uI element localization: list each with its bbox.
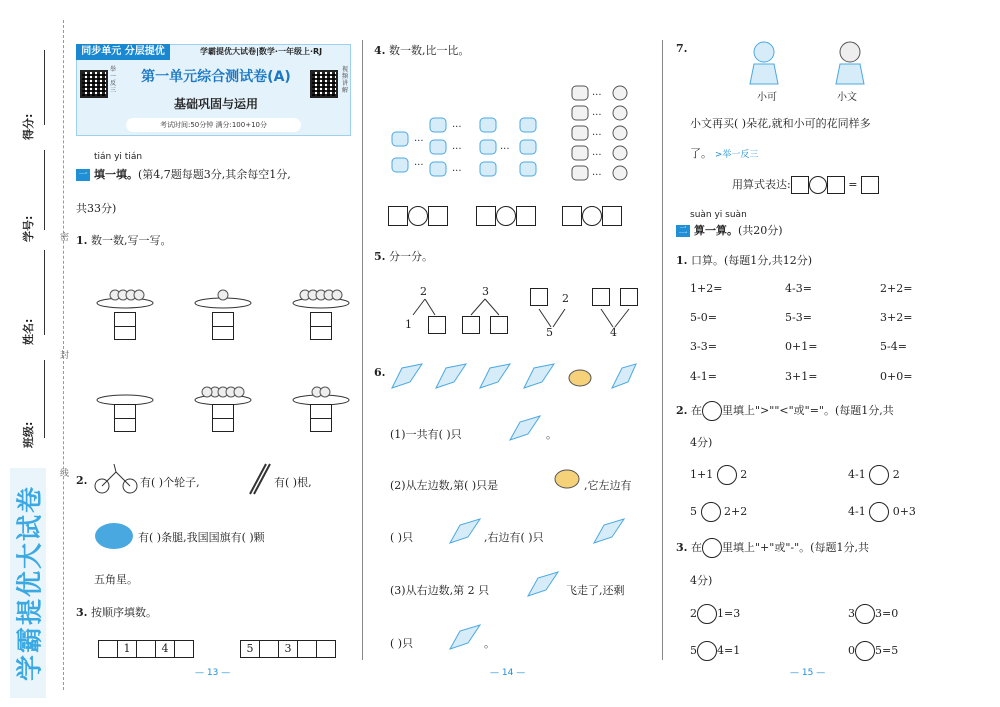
calc-item: 1+2= bbox=[690, 282, 723, 295]
qr-code-icon[interactable] bbox=[80, 70, 108, 98]
q4-prompt: 4. 数一数,比一比。 bbox=[374, 44, 470, 57]
answer-circle[interactable] bbox=[809, 176, 827, 194]
bond-1-top: 2 bbox=[420, 285, 427, 298]
compare-item: 4-1 2 bbox=[848, 465, 900, 485]
page-number: — 15 — bbox=[790, 668, 826, 678]
calc-item: 4-1= bbox=[690, 370, 717, 383]
sequence-cell: 3 bbox=[278, 640, 298, 658]
answer-square[interactable] bbox=[388, 206, 408, 226]
answer-circle[interactable] bbox=[582, 206, 602, 226]
signs-item: 2 1=3 bbox=[690, 604, 740, 624]
bond-1-right-box[interactable] bbox=[428, 316, 446, 334]
answer-square[interactable] bbox=[562, 206, 582, 226]
answer-square[interactable] bbox=[827, 176, 845, 194]
q6-label: 6. bbox=[374, 366, 386, 379]
number-sequence-2 bbox=[240, 640, 356, 658]
score-field-label: 得分: bbox=[22, 113, 35, 140]
answer-circle[interactable] bbox=[855, 604, 875, 624]
signs-item: 5 4=1 bbox=[690, 641, 740, 661]
calc-item: 5-0= bbox=[690, 311, 717, 324]
compare-item: 4-1 0+3 bbox=[848, 502, 916, 522]
fruit-plates-illustration bbox=[95, 275, 355, 425]
student-number-field-line bbox=[44, 150, 45, 230]
q2-continuation: 五角星。 bbox=[94, 573, 138, 586]
svg-text:···: ··· bbox=[500, 144, 510, 155]
bond-4-right-box[interactable] bbox=[620, 288, 638, 306]
bond-2-top: 3 bbox=[482, 285, 489, 298]
q6-period: 。 bbox=[484, 637, 495, 650]
name-field-line bbox=[44, 250, 45, 335]
compare-answer-2 bbox=[476, 205, 536, 226]
name-field-label: 姓名: bbox=[22, 318, 35, 345]
calc-item: 5-3= bbox=[785, 311, 812, 324]
qr-left-label: 举一反三 bbox=[110, 66, 117, 94]
answer-box[interactable] bbox=[212, 404, 234, 432]
butterfly-icon bbox=[448, 623, 482, 651]
bond-2-right-box[interactable] bbox=[490, 316, 508, 334]
q7-line1: 小文再买( )朵花,就和小可的花同样多 bbox=[690, 117, 871, 130]
cut-word-feng: 封 bbox=[60, 351, 70, 361]
q6-part2c: ( )只 bbox=[390, 531, 414, 544]
animal-comparison-illustration bbox=[390, 80, 640, 190]
cut-word-xian: 线 bbox=[60, 469, 70, 479]
example-circle bbox=[702, 538, 722, 558]
svg-text:···: ··· bbox=[452, 166, 462, 177]
q2-tricycle-text: 有( )个轮子, bbox=[140, 476, 200, 489]
q6-part2b: ,它左边有 bbox=[584, 479, 632, 492]
compare-answer-3 bbox=[562, 205, 622, 226]
signs-item: 0 5=5 bbox=[848, 641, 898, 661]
sequence-cell[interactable] bbox=[98, 640, 118, 658]
section1-note: 共33分) bbox=[76, 202, 117, 215]
signs-continuation: 4分) bbox=[690, 574, 713, 587]
q1-prompt: 1. 数一数,写一写。 bbox=[76, 234, 172, 247]
answer-circle[interactable] bbox=[869, 465, 889, 485]
answer-circle[interactable] bbox=[855, 641, 875, 661]
qr-right-label: 视频讲解 bbox=[342, 66, 349, 94]
svg-text:···: ··· bbox=[452, 144, 462, 155]
q2-hippo-text: 有( )条腿,我国国旗有( )颗 bbox=[138, 531, 265, 544]
signs-item: 3 3=0 bbox=[848, 604, 898, 624]
unit-tag: 同步单元 分层提优 bbox=[76, 44, 170, 60]
answer-box[interactable] bbox=[310, 404, 332, 432]
butterfly-icon bbox=[508, 414, 542, 442]
sequence-cell[interactable] bbox=[174, 640, 194, 658]
answer-box[interactable] bbox=[310, 312, 332, 340]
q6-part2a: (2)从左边数,第( )只是 bbox=[390, 479, 499, 492]
answer-square[interactable] bbox=[476, 206, 496, 226]
q7-formula: 用算式表达: = bbox=[732, 176, 879, 194]
compare-continuation: 4分) bbox=[690, 436, 713, 449]
section2-heading: 二 算一算。(共20分) bbox=[676, 222, 783, 238]
bond-3-bottom: 5 bbox=[546, 326, 553, 339]
q6-part3b: 飞走了,还剩 bbox=[566, 584, 625, 597]
calc-item: 4-3= bbox=[785, 282, 812, 295]
svg-text:···: ··· bbox=[414, 160, 424, 171]
q2-label: 2. bbox=[76, 474, 88, 487]
q7-label: 7. bbox=[676, 42, 688, 55]
answer-square[interactable] bbox=[791, 176, 809, 194]
section-number-badge: 一 bbox=[76, 169, 90, 181]
svg-text:···: ··· bbox=[452, 122, 462, 133]
bond-2-left-box[interactable] bbox=[462, 316, 480, 334]
sequence-cell[interactable] bbox=[297, 640, 317, 658]
class-field-line bbox=[44, 360, 45, 438]
butterfly-icon bbox=[448, 517, 482, 545]
answer-square[interactable] bbox=[428, 206, 448, 226]
sequence-cell[interactable] bbox=[316, 640, 336, 658]
column-divider bbox=[362, 40, 363, 660]
answer-circle[interactable] bbox=[408, 206, 428, 226]
answer-circle[interactable] bbox=[869, 502, 889, 522]
sequence-cell[interactable] bbox=[259, 640, 279, 658]
answer-box[interactable] bbox=[114, 404, 136, 432]
answer-circle[interactable] bbox=[697, 604, 717, 624]
brand-logo: 学霸提优大试卷 bbox=[10, 468, 46, 698]
section2-pinyin: suàn yi suàn bbox=[690, 210, 747, 220]
girls-with-flowers-illustration bbox=[742, 40, 882, 86]
q6-part2d: ,右边有( )只 bbox=[484, 531, 544, 544]
name-xiaoke: 小可 bbox=[757, 92, 777, 103]
svg-text:···: ··· bbox=[592, 130, 602, 141]
section1-pinyin: tián yi tián bbox=[94, 152, 143, 162]
svg-text:···: ··· bbox=[592, 90, 602, 101]
sticks-icon bbox=[248, 462, 272, 496]
cut-word-mi: 密 bbox=[60, 233, 70, 243]
hippo-icon bbox=[94, 518, 136, 552]
answer-square[interactable] bbox=[602, 206, 622, 226]
q7-line2: 了。 >举一反三 bbox=[690, 147, 759, 160]
bond-1-left: 1 bbox=[405, 318, 412, 331]
student-number-field-label: 学号: bbox=[22, 215, 35, 242]
test-subtitle: 基础巩固与运用 bbox=[173, 97, 258, 111]
svg-text:···: ··· bbox=[414, 136, 424, 147]
svg-text:···: ··· bbox=[592, 110, 602, 121]
calc-item: 0+0= bbox=[880, 370, 913, 383]
compare-item: 1+1 2 bbox=[690, 465, 747, 485]
book-title: 学霸提优大试卷|数学·一年级上·RJ bbox=[200, 47, 323, 56]
page-number: — 14 — bbox=[490, 668, 526, 678]
answer-box[interactable] bbox=[212, 312, 234, 340]
answer-circle[interactable] bbox=[701, 502, 721, 522]
answer-circle[interactable] bbox=[697, 641, 717, 661]
q6-part1: (1)一共有( )只 bbox=[390, 428, 462, 441]
signs-prompt: 3. 在 里填上"+"或"-"。(每题1分,共 bbox=[676, 538, 869, 558]
practice-link[interactable]: >举一反三 bbox=[712, 150, 759, 160]
compare-prompt: 2. 在 里填上">""<"或"="。(每题1分,共 bbox=[676, 401, 894, 421]
butterfly-icon bbox=[592, 517, 626, 545]
butterflies-row bbox=[388, 360, 638, 396]
tricycle-icon bbox=[94, 462, 138, 496]
bond-3-right: 2 bbox=[562, 292, 569, 305]
compare-answer-1 bbox=[388, 205, 448, 226]
section1-heading: 一 填一填。(第4,7题每题3分,其余每空1分, bbox=[76, 166, 291, 182]
q6-part3a: (3)从右边数,第 2 只 bbox=[390, 584, 490, 597]
number-sequence-1 bbox=[98, 640, 214, 658]
example-circle bbox=[702, 401, 722, 421]
test-title: 第一单元综合测试卷(A) bbox=[141, 69, 291, 85]
calc-prompt: 1. 口算。(每题1分,共12分) bbox=[676, 254, 813, 267]
bond-4-bottom: 4 bbox=[610, 326, 617, 339]
answer-box[interactable] bbox=[114, 312, 136, 340]
butterfly-icon bbox=[526, 570, 560, 598]
compare-item: 5 2+2 bbox=[690, 502, 747, 522]
q6-period: 。 bbox=[546, 428, 557, 441]
sequence-cell: 4 bbox=[155, 640, 175, 658]
sequence-cell: 5 bbox=[240, 640, 260, 658]
page-number: — 13 — bbox=[195, 668, 231, 678]
sequence-cell: 1 bbox=[117, 640, 137, 658]
class-field-label: 班级: bbox=[22, 421, 35, 448]
calc-item: 5-4= bbox=[880, 340, 907, 353]
bond-3-left-box[interactable] bbox=[530, 288, 548, 306]
q3-prompt: 3. 按顺序填数。 bbox=[76, 606, 157, 619]
score-field-line bbox=[44, 50, 45, 125]
sequence-cell[interactable] bbox=[136, 640, 156, 658]
binding-strip bbox=[0, 0, 58, 707]
q6-part3c: ( )只 bbox=[390, 637, 414, 650]
bee-icon bbox=[552, 466, 582, 492]
calc-item: 3+1= bbox=[785, 370, 818, 383]
test-info: 考试时间:50分钟 满分:100+10分 bbox=[126, 118, 301, 132]
bond-4-left-box[interactable] bbox=[592, 288, 610, 306]
answer-circle[interactable] bbox=[496, 206, 516, 226]
svg-text:···: ··· bbox=[592, 170, 602, 181]
calc-item: 3-3= bbox=[690, 340, 717, 353]
q5-prompt: 5. 分一分。 bbox=[374, 250, 433, 263]
svg-text:···: ··· bbox=[592, 150, 602, 161]
answer-square[interactable] bbox=[516, 206, 536, 226]
calc-item: 0+1= bbox=[785, 340, 818, 353]
q2-sticks-text: 有( )根, bbox=[274, 476, 312, 489]
calc-item: 3+2= bbox=[880, 311, 913, 324]
column-divider bbox=[662, 40, 663, 660]
answer-circle[interactable] bbox=[717, 465, 737, 485]
answer-square[interactable] bbox=[861, 176, 879, 194]
name-xiaowen: 小文 bbox=[837, 92, 857, 103]
section-number-badge: 二 bbox=[676, 225, 690, 237]
calc-item: 2+2= bbox=[880, 282, 913, 295]
